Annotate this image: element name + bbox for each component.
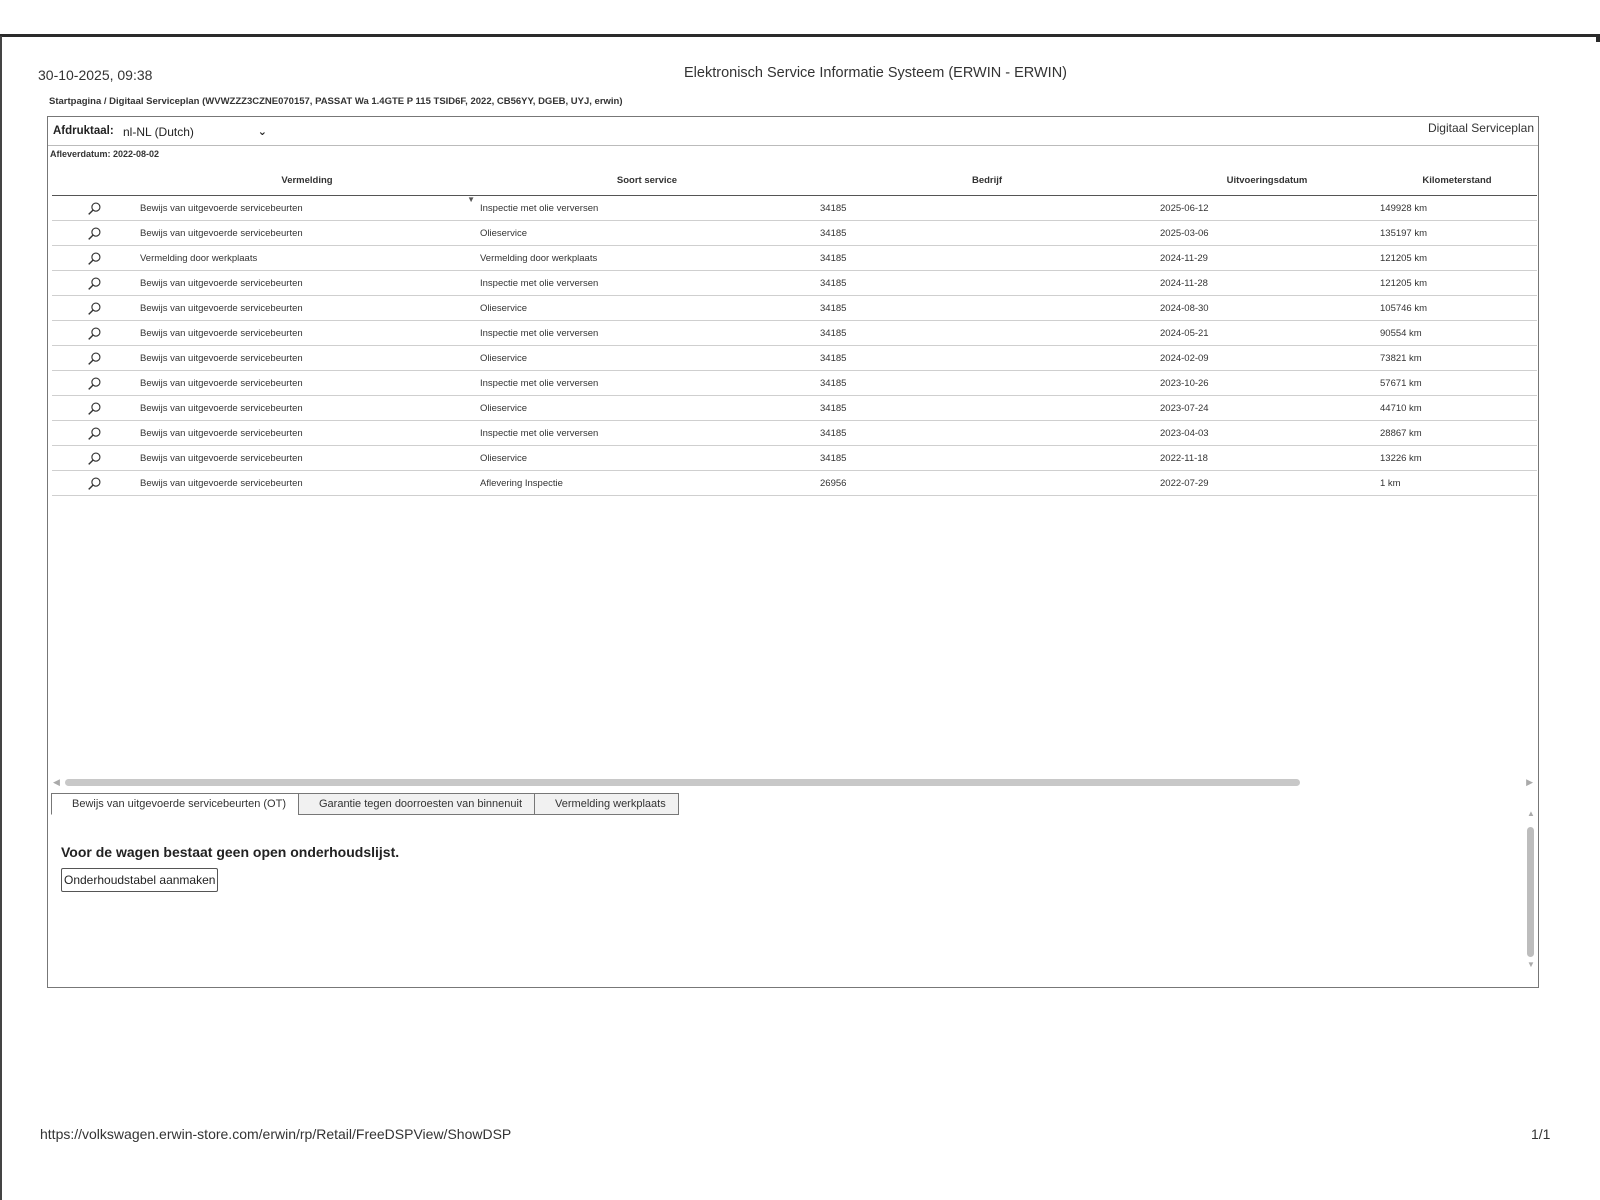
magnifier-icon[interactable]: [87, 276, 102, 291]
vertical-scroll-thumb[interactable]: [1527, 827, 1534, 957]
cell-vermelding: Bewijs van uitgevoerde servicebeurten: [137, 321, 477, 346]
cell-kilometerstand: 44710 km: [1377, 396, 1537, 421]
magnifier-icon[interactable]: [87, 351, 102, 366]
cell-bedrijf: 34185: [817, 321, 1157, 346]
cell-bedrijf: 26956: [817, 471, 1157, 496]
cell-uitvoeringsdatum: 2024-11-28: [1157, 271, 1377, 296]
table-row[interactable]: [52, 296, 1537, 321]
service-plan-panel: [47, 116, 1539, 988]
cell-uitvoeringsdatum: 2025-06-12: [1157, 196, 1377, 221]
magnifier-icon[interactable]: [87, 401, 102, 416]
table-row[interactable]: [52, 246, 1537, 271]
cell-kilometerstand: 57671 km: [1377, 371, 1537, 396]
cell-soort-service: Vermelding door werkplaats: [477, 246, 817, 271]
magnifier-icon[interactable]: [87, 426, 102, 441]
cell-vermelding: Bewijs van uitgevoerde servicebeurten: [137, 296, 477, 321]
cell-bedrijf: 34185: [817, 246, 1157, 271]
cell-kilometerstand: 149928 km: [1377, 196, 1537, 221]
magnifier-icon[interactable]: [87, 201, 102, 216]
tab-rust-warranty[interactable]: Garantie tegen doorroesten van binnenuit: [298, 793, 534, 815]
cell-bedrijf: 34185: [817, 446, 1157, 471]
cell-bedrijf: 34185: [817, 371, 1157, 396]
cell-soort-service: Inspectie met olie verversen: [477, 196, 817, 221]
delivery-date: Afleverdatum: 2022-08-02: [50, 149, 160, 159]
language-bar: [48, 117, 1538, 146]
scan-edge-left: [0, 36, 2, 1200]
detail-cell[interactable]: [52, 471, 137, 496]
cell-bedrijf: 34185: [817, 221, 1157, 246]
cell-soort-service: Olieservice: [477, 221, 817, 246]
cell-vermelding: Bewijs van uitgevoerde servicebeurten: [137, 471, 477, 496]
detail-cell[interactable]: [52, 271, 137, 296]
cell-kilometerstand: 121205 km: [1377, 246, 1537, 271]
scroll-left-icon[interactable]: ◀: [53, 777, 60, 787]
cell-kilometerstand: 13226 km: [1377, 446, 1537, 471]
header-detail-column: [52, 165, 137, 196]
table-row[interactable]: [52, 471, 1537, 496]
scroll-right-icon[interactable]: ▶: [1526, 777, 1533, 787]
cell-vermelding: Bewijs van uitgevoerde servicebeurten: [137, 396, 477, 421]
cell-bedrijf: 34185: [817, 346, 1157, 371]
table-row[interactable]: [52, 371, 1537, 396]
table-row[interactable]: [52, 221, 1537, 246]
service-history-table: [52, 165, 1537, 496]
detail-cell[interactable]: [52, 221, 137, 246]
cell-uitvoeringsdatum: 2024-08-30: [1157, 296, 1377, 321]
cell-vermelding: Bewijs van uitgevoerde servicebeurten: [137, 371, 477, 396]
header-kilometerstand[interactable]: Kilometerstand: [1377, 165, 1537, 196]
sort-desc-icon: ▼: [467, 195, 475, 204]
cell-vermelding: Bewijs van uitgevoerde servicebeurten: [137, 346, 477, 371]
header-uitvoeringsdatum[interactable]: Uitvoeringsdatum: [1157, 165, 1377, 196]
detail-cell[interactable]: [52, 346, 137, 371]
cell-kilometerstand: 90554 km: [1377, 321, 1537, 346]
table-body: [52, 196, 1537, 496]
no-maintenance-list-message: Voor de wagen bestaat geen open onderhoudslijst.: [61, 844, 400, 860]
cell-kilometerstand: 105746 km: [1377, 296, 1537, 321]
cell-vermelding: Bewijs van uitgevoerde servicebeurten: [137, 446, 477, 471]
cell-kilometerstand: 28867 km: [1377, 421, 1537, 446]
detail-cell[interactable]: [52, 246, 137, 271]
vertical-scrollbar[interactable]: [1526, 809, 1536, 969]
print-language-select[interactable]: [123, 123, 273, 140]
cell-vermelding: Bewijs van uitgevoerde servicebeurten: [137, 421, 477, 446]
cell-uitvoeringsdatum: 2024-05-21: [1157, 321, 1377, 346]
print-title: Elektronisch Service Informatie Systeem (ERWIN - ERWIN): [684, 65, 1067, 81]
cell-bedrijf: 34185: [817, 196, 1157, 221]
header-vermelding[interactable]: [137, 165, 477, 204]
magnifier-icon[interactable]: [87, 451, 102, 466]
cell-uitvoeringsdatum: 2023-04-03: [1157, 421, 1377, 446]
magnifier-icon[interactable]: [87, 476, 102, 491]
magnifier-icon[interactable]: [87, 326, 102, 341]
cell-kilometerstand: 1 km: [1377, 471, 1537, 496]
scan-edge-top: [0, 34, 1600, 37]
tab-service-proof[interactable]: Bewijs van uitgevoerde servicebeurten (OT): [51, 793, 298, 815]
cell-uitvoeringsdatum: 2025-03-06: [1157, 221, 1377, 246]
chevron-down-icon: ⌄: [257, 126, 267, 138]
cell-uitvoeringsdatum: 2022-07-29: [1157, 471, 1377, 496]
cell-bedrijf: 34185: [817, 396, 1157, 421]
tab-workshop-entry[interactable]: Vermelding werkplaats: [534, 793, 679, 815]
horizontal-scroll-thumb[interactable]: [65, 779, 1300, 786]
cell-vermelding: Vermelding door werkplaats: [137, 246, 477, 271]
cell-soort-service: Inspectie met olie verversen: [477, 421, 817, 446]
cell-bedrijf: 34185: [817, 296, 1157, 321]
cell-soort-service: Inspectie met olie verversen: [477, 321, 817, 346]
table-row[interactable]: [52, 346, 1537, 371]
table-row[interactable]: [52, 446, 1537, 471]
cell-uitvoeringsdatum: 2023-07-24: [1157, 396, 1377, 421]
page-number: 1/1: [1531, 1126, 1551, 1142]
cell-vermelding: Bewijs van uitgevoerde servicebeurten: [137, 196, 477, 221]
magnifier-icon[interactable]: [87, 376, 102, 391]
scroll-up-icon[interactable]: ▲: [1527, 809, 1535, 818]
detail-cell[interactable]: [52, 321, 137, 346]
print-datetime: 30-10-2025, 09:38: [38, 67, 153, 83]
cell-kilometerstand: 121205 km: [1377, 271, 1537, 296]
cell-soort-service: Olieservice: [477, 296, 817, 321]
cell-soort-service: Olieservice: [477, 396, 817, 421]
table-row[interactable]: [52, 321, 1537, 346]
cell-soort-service: Inspectie met olie verversen: [477, 371, 817, 396]
magnifier-icon[interactable]: [87, 301, 102, 316]
table-row[interactable]: [52, 196, 1537, 221]
cell-uitvoeringsdatum: 2022-11-18: [1157, 446, 1377, 471]
detail-cell[interactable]: [52, 296, 137, 321]
cell-bedrijf: 34185: [817, 421, 1157, 446]
cell-soort-service: Olieservice: [477, 346, 817, 371]
detail-cell[interactable]: [52, 446, 137, 471]
scan-edge-corner: [1596, 34, 1600, 42]
cell-bedrijf: 34185: [817, 271, 1157, 296]
cell-vermelding: Bewijs van uitgevoerde servicebeurten: [137, 271, 477, 296]
header-soort-service[interactable]: Soort service: [477, 165, 817, 196]
breadcrumb[interactable]: Startpagina / Digitaal Serviceplan (WVWZZZ3CZNE070157, PASSAT Wa 1.4GTE P 115 TSID6F, 2022, CB56YY, DGEB, UYJ, erwin): [49, 96, 623, 107]
panel-title: Digitaal Serviceplan: [1427, 121, 1534, 135]
table-header-row: [52, 165, 1537, 196]
cell-soort-service: Aflevering Inspectie: [477, 471, 817, 496]
tab-bar: [51, 793, 691, 815]
header-bedrijf[interactable]: Bedrijf: [817, 165, 1157, 196]
magnifier-icon[interactable]: [87, 251, 102, 266]
detail-cell[interactable]: [52, 396, 137, 421]
scroll-down-icon[interactable]: ▼: [1527, 960, 1535, 969]
cell-uitvoeringsdatum: 2024-11-29: [1157, 246, 1377, 271]
cell-soort-service: Olieservice: [477, 446, 817, 471]
cell-soort-service: Inspectie met olie verversen: [477, 271, 817, 296]
cell-vermelding: Bewijs van uitgevoerde servicebeurten: [137, 221, 477, 246]
cell-uitvoeringsdatum: 2023-10-26: [1157, 371, 1377, 396]
create-maintenance-table-button[interactable]: Onderhoudstabel aanmaken: [61, 868, 218, 892]
detail-cell[interactable]: [52, 371, 137, 396]
page-url: https://volkswagen.erwin-store.com/erwin/rp/Retail/FreeDSPView/ShowDSP: [40, 1126, 512, 1142]
horizontal-scrollbar[interactable]: [53, 777, 1533, 789]
cell-kilometerstand: 135197 km: [1377, 221, 1537, 246]
header-vermelding-label: Vermelding: [281, 174, 333, 186]
cell-uitvoeringsdatum: 2024-02-09: [1157, 346, 1377, 371]
print-language-label: Afdruktaal:: [53, 125, 114, 137]
print-language-value: nl-NL (Dutch): [123, 124, 194, 139]
table-row[interactable]: [52, 421, 1537, 446]
table-row[interactable]: [52, 271, 1537, 296]
detail-cell[interactable]: [52, 196, 137, 221]
detail-cell[interactable]: [52, 421, 137, 446]
magnifier-icon[interactable]: [87, 226, 102, 241]
cell-kilometerstand: 73821 km: [1377, 346, 1537, 371]
table-row[interactable]: [52, 396, 1537, 421]
